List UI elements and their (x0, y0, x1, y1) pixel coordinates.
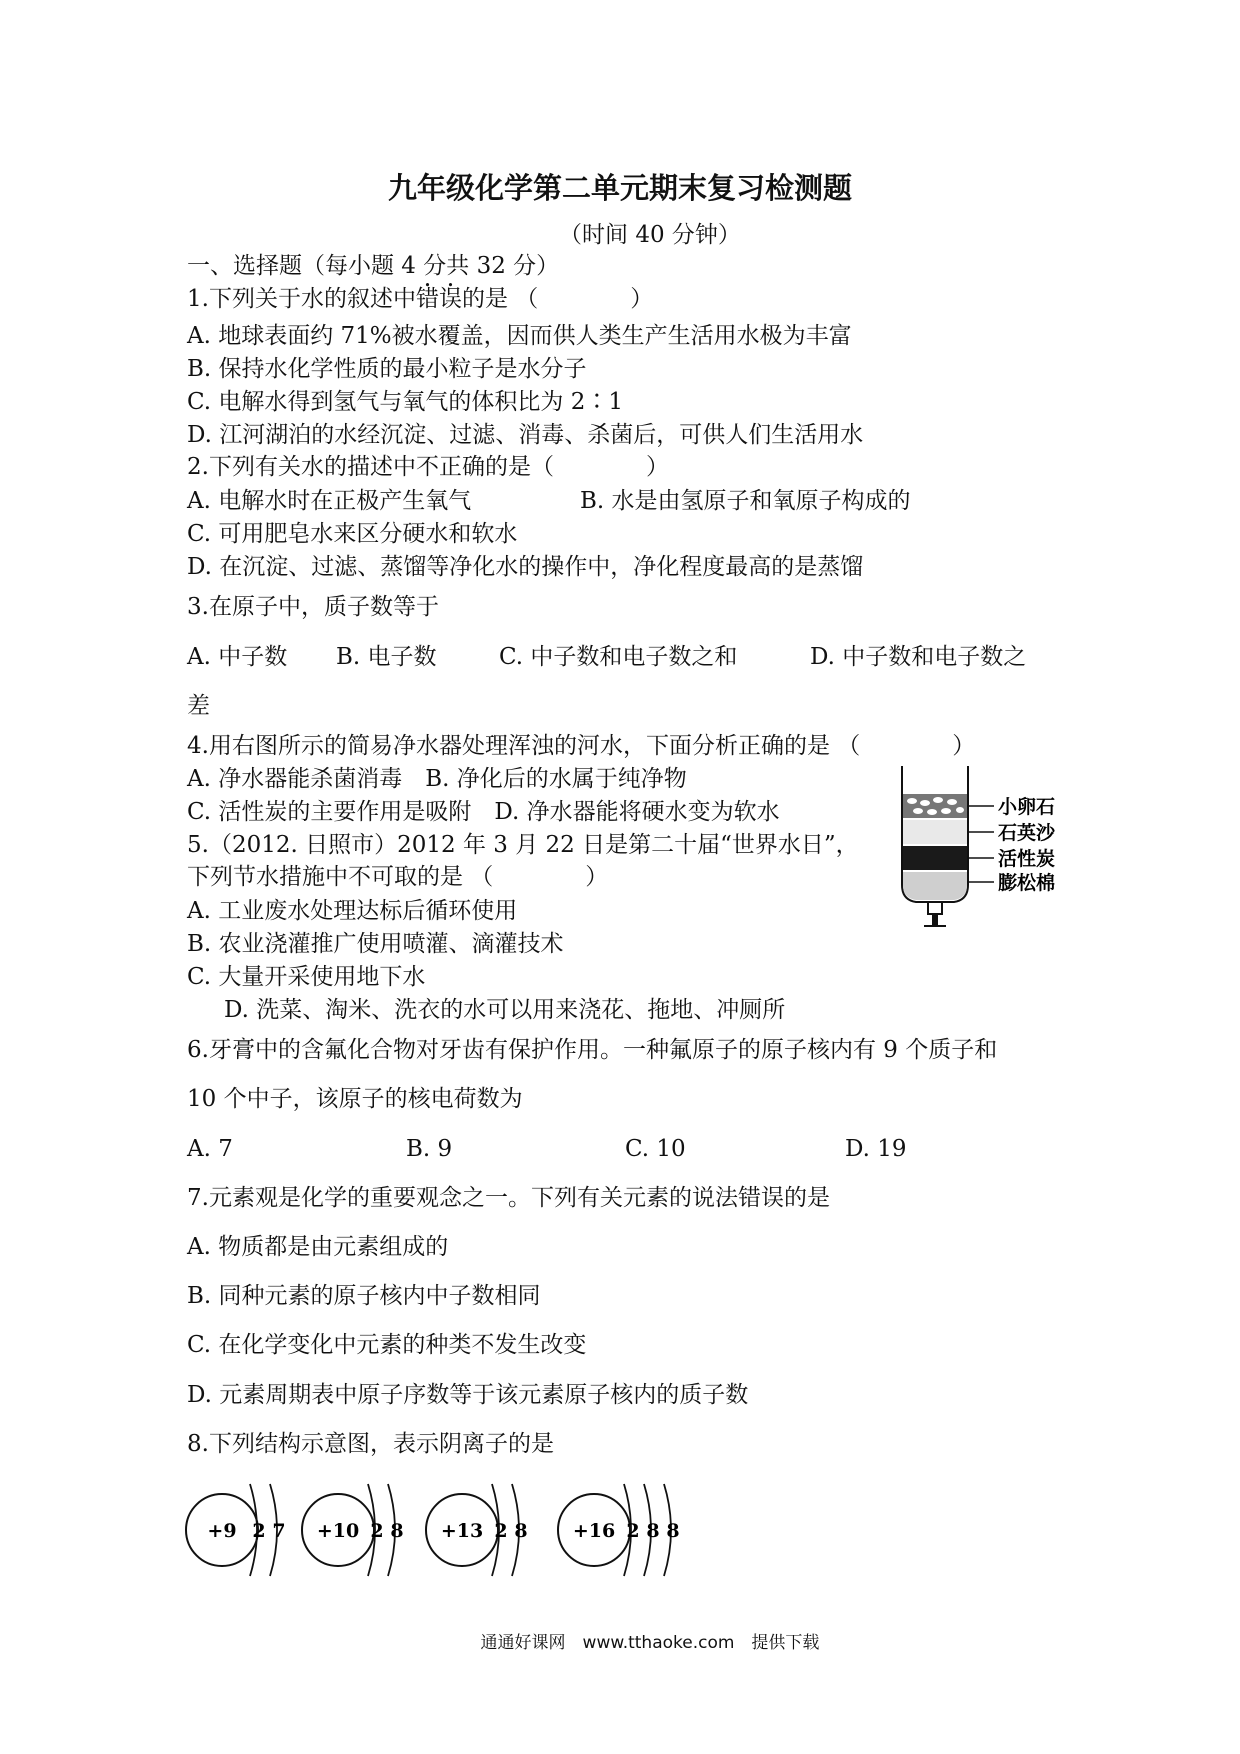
q1-emphasis-2: 误 (438, 286, 462, 312)
filter-label-cotton: 膨松棉 (998, 872, 1056, 894)
q1-option-a: A. 地球表面约 71%被水覆盖，因而供人类生产生活用水极为丰富 (187, 323, 852, 349)
filter-label-pebbles: 小卵石 (998, 796, 1056, 818)
carbon-layer (903, 846, 967, 870)
q3-stem: 3.在原子中，质子数等于 (187, 594, 439, 620)
atom-diagram-a (186, 1484, 286, 1576)
atom-c-shell-2: 8 (514, 1520, 528, 1542)
q3-option-b: B. 电子数 (336, 644, 437, 670)
filter-label-carbon: 活性炭 (998, 848, 1056, 870)
atom-c-shell-1: 2 (494, 1520, 508, 1542)
cotton-layer (903, 872, 967, 900)
q2-option-a: A. 电解水时在正极产生氧气 (187, 488, 472, 514)
q1-option-b: B. 保持水化学性质的最小粒子是水分子 (187, 356, 587, 382)
filter-label-sand: 石英沙 (998, 822, 1056, 844)
q4-options-ab: A. 净水器能杀菌消毒 B. 净化后的水属于纯净物 (187, 766, 687, 792)
q6-option-c: C. 10 (625, 1136, 686, 1162)
atom-d-shell-2: 8 (646, 1520, 660, 1542)
q5-option-b: B. 农业浇灌推广使用喷灌、滴灌技术 (187, 931, 564, 957)
q4-options-cd: C. 活性炭的主要作用是吸附 D. 净水器能将硬水变为软水 (187, 799, 780, 825)
q7-option-b: B. 同种元素的原子核内中子数相同 (187, 1283, 541, 1309)
footer-credit: 通通好课网 www.tthaoke.com 提供下载 (480, 1633, 820, 1653)
atom-c-nucleus: +13 (440, 1520, 484, 1542)
q6-option-d: D. 19 (845, 1136, 907, 1162)
q6-option-b: B. 9 (406, 1136, 453, 1162)
atom-d-nucleus: +16 (572, 1520, 616, 1542)
q1-stem-pre: 1.下列关于水的叙述中 (187, 286, 416, 312)
q5-option-a: A. 工业废水处理达标后循环使用 (187, 898, 518, 924)
q7-option-a: A. 物质都是由元素组成的 (187, 1234, 449, 1260)
atom-diagram-c (426, 1484, 528, 1576)
q7-option-d: D. 元素周期表中原子序数等于该元素原子核内的质子数 (187, 1382, 749, 1408)
q3-option-d-continued: 差 (187, 693, 210, 719)
q5-stem-1: 5.（2012. 日照市）2012 年 3 月 22 日是第二十届“世界水日”， (187, 832, 859, 858)
atom-d-shell-3: 8 (666, 1520, 680, 1542)
time-limit: （时间 40 分钟） (559, 222, 741, 248)
q3-option-d: D. 中子数和电子数之 (810, 644, 1027, 670)
atom-b-nucleus: +10 (316, 1520, 360, 1542)
section-heading: 一、选择题（每小题 4 分共 32 分） (187, 253, 560, 279)
q1-stem-post: 的是 （ ） (461, 286, 654, 312)
filter-column (902, 766, 994, 926)
atom-b-shell-1: 2 (370, 1520, 384, 1542)
water-filter-figure (880, 760, 1110, 930)
q5-option-d: D. 洗菜、淘米、洗衣的水可以用来浇花、拖地、冲厕所 (224, 997, 786, 1023)
atom-d-shell-1: 2 (626, 1520, 640, 1542)
q1-option-d: D. 江河湖泊的水经沉淀、过滤、消毒、杀菌后，可供人们生活用水 (187, 422, 864, 448)
page-title: 九年级化学第二单元期末复习检测题 (387, 171, 852, 205)
q2-stem: 2.下列有关水的描述中不正确的是（ ） (187, 454, 669, 480)
q6-stem-1: 6.牙膏中的含氟化合物对牙齿有保护作用。一种氟原子的原子核内有 9 个质子和 (187, 1037, 998, 1063)
q2-option-c: C. 可用肥皂水来区分硬水和软水 (187, 521, 518, 547)
q2-option-d: D. 在沉淀、过滤、蒸馏等净化水的操作中，净化程度最高的是蒸馏 (187, 554, 864, 580)
q5-option-c: C. 大量开采使用地下水 (187, 964, 426, 990)
atom-a-nucleus: +9 (207, 1520, 237, 1542)
atom-a-shell-2: 7 (272, 1520, 286, 1542)
q3-option-c: C. 中子数和电子数之和 (499, 644, 738, 670)
atom-diagram-d (558, 1484, 680, 1576)
atom-diagram-b (302, 1484, 404, 1576)
q6-stem-2: 10 个中子，该原子的核电荷数为 (187, 1086, 523, 1112)
q7-option-c: C. 在化学变化中元素的种类不发生改变 (187, 1332, 587, 1358)
q8-stem: 8.下列结构示意图，表示阴离子的是 (187, 1431, 554, 1457)
q4-stem: 4.用右图所示的简易净水器处理浑浊的河水，下面分析正确的是 （ ） (187, 733, 976, 759)
q1-stem (187, 285, 653, 313)
pebble-layer (903, 794, 967, 818)
sand-layer (903, 820, 967, 844)
q3-option-a: A. 中子数 (187, 644, 288, 670)
atom-structure-diagrams (180, 1470, 720, 1590)
q6-option-a: A. 7 (187, 1136, 233, 1162)
q2-option-b: B. 水是由氢原子和氧原子构成的 (580, 488, 911, 514)
q1-emphasis-1: 错 (415, 286, 439, 312)
atom-a-shell-1: 2 (252, 1520, 266, 1542)
atom-b-shell-2: 8 (390, 1520, 404, 1542)
q5-stem-2: 下列节水措施中不可取的是 （ ） (187, 864, 609, 890)
q1-option-c: C. 电解水得到氢气与氧气的体积比为 2∶1 (187, 389, 623, 415)
q7-stem: 7.元素观是化学的重要观念之一。下列有关元素的说法错误的是 (187, 1185, 830, 1211)
